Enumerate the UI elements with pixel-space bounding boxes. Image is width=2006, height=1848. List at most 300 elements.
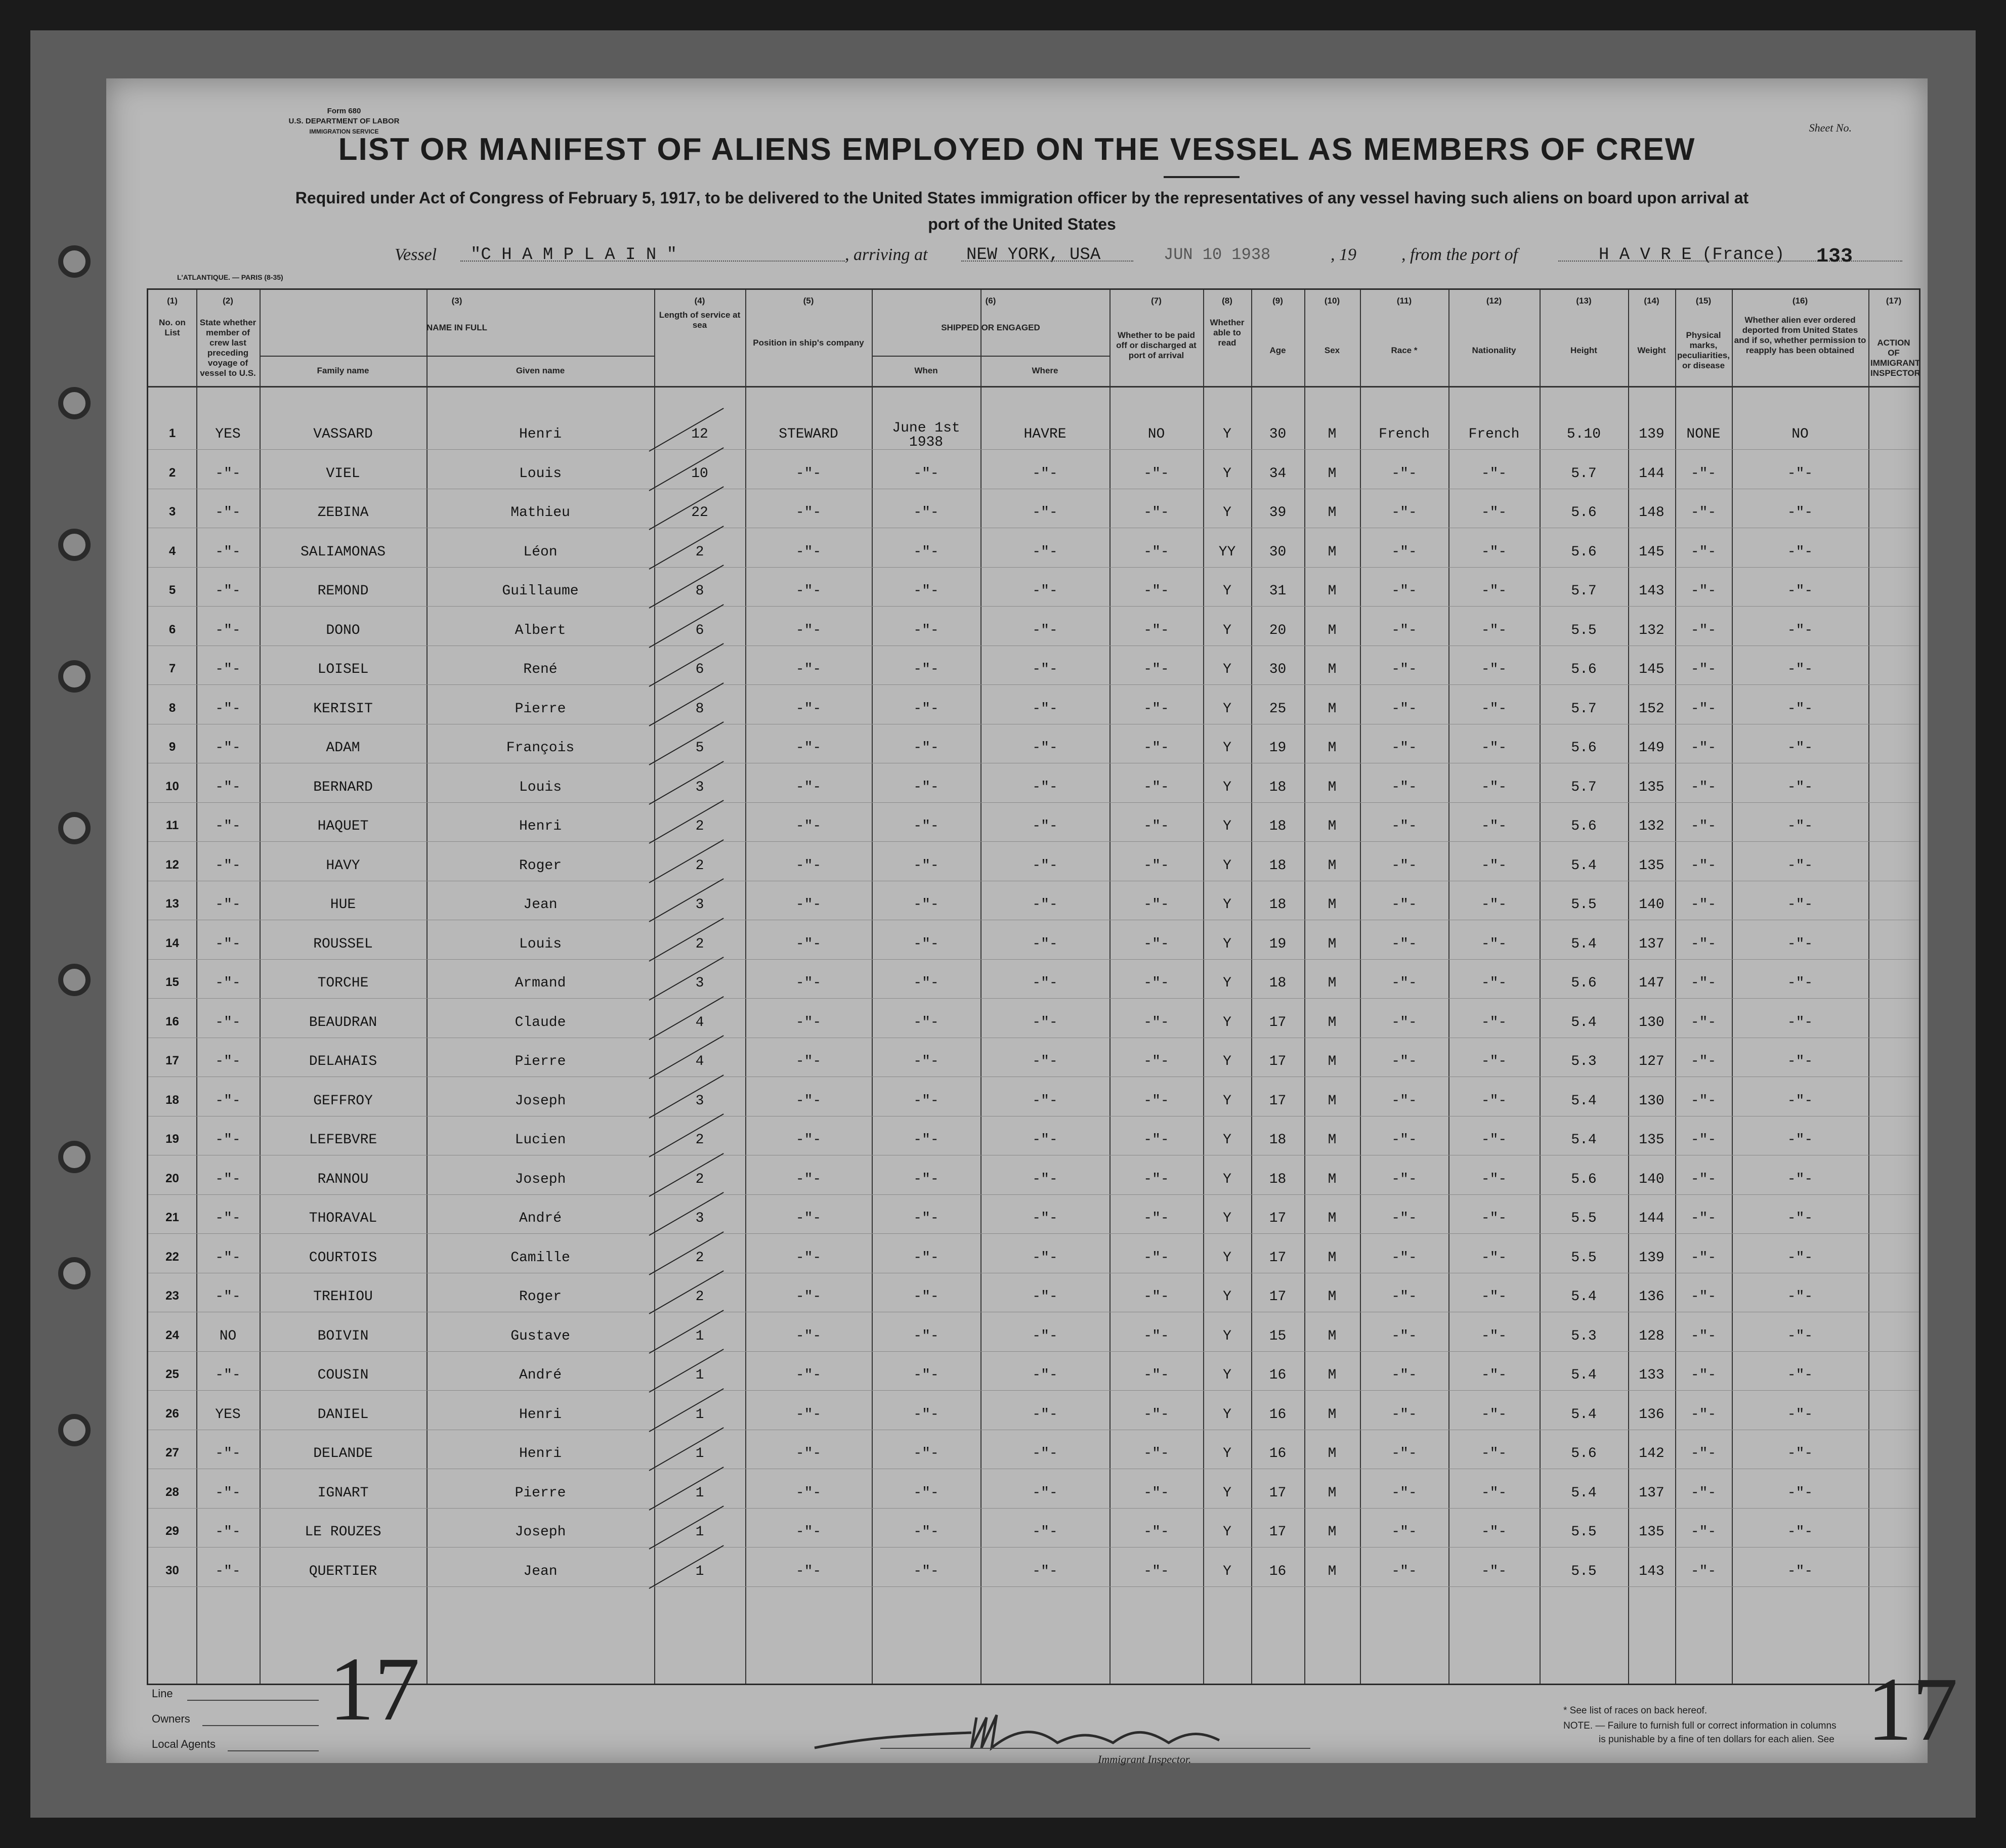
table-cell-height: 5.5	[1571, 897, 1597, 913]
table-cell-race: -"-	[1391, 1014, 1417, 1030]
table-cell-where: -"-	[1032, 1367, 1058, 1383]
table-cell-position: -"-	[795, 740, 822, 756]
table-cell-height: 5.6	[1571, 1171, 1597, 1187]
table-cell-height: 5.5	[1571, 1563, 1597, 1579]
table-cell-family: LE ROUZES	[305, 1524, 381, 1540]
table-cell-weight: 143	[1639, 1563, 1664, 1579]
table-cell-service: 8	[695, 701, 704, 717]
table-cell-height: 5.6	[1571, 740, 1597, 756]
column-number: (14)	[1644, 296, 1659, 306]
table-cell-prev: -"-	[215, 1524, 241, 1540]
table-cell-where: -"-	[1032, 740, 1058, 756]
table-cell-when: -"-	[913, 975, 939, 991]
table-cell-prev: -"-	[215, 857, 241, 874]
column-header: Whether alien ever ordered deported from United States and if so, whether permission to reapply has been obtained	[1734, 315, 1866, 355]
table-cell-position: -"-	[795, 1014, 822, 1030]
table-cell-given: Joseph	[515, 1093, 566, 1109]
owners-underline	[202, 1725, 319, 1726]
table-cell-position: -"-	[795, 1446, 822, 1462]
table-cell-position: -"-	[795, 1406, 822, 1423]
table-cell-no: 17	[165, 1054, 179, 1067]
table-cell-where: -"-	[1032, 583, 1058, 599]
table-cell-position: -"-	[795, 975, 822, 991]
arriving-port-underline	[961, 245, 1133, 262]
table-cell-where: -"-	[1032, 505, 1058, 521]
table-cell-weight: 149	[1639, 740, 1664, 756]
table-cell-where: -"-	[1032, 701, 1058, 717]
table-cell-weight: 145	[1639, 544, 1664, 560]
table-cell-sex: M	[1328, 779, 1337, 795]
column-header: Whether able to read	[1210, 318, 1245, 348]
table-cell-weight: 132	[1639, 819, 1664, 834]
table-cell-prev: YES	[215, 426, 241, 442]
table-cell-height: 5.4	[1571, 1485, 1597, 1501]
table-cell-deported: -"-	[1787, 1328, 1813, 1344]
table-cell-no: 27	[165, 1446, 179, 1459]
table-cell-sex: M	[1328, 1014, 1337, 1030]
table-cell-weight: 128	[1639, 1328, 1664, 1344]
table-cell-no: 2	[168, 465, 176, 480]
handwritten-count-left: 17	[329, 1639, 420, 1739]
table-cell-deported: -"-	[1787, 465, 1813, 482]
table-cell-marks: NONE	[1686, 426, 1721, 442]
table-cell-age: 19	[1269, 936, 1287, 952]
table-cell-age: 17	[1269, 1211, 1287, 1226]
inspector-label: Immigrant Inspector.	[1098, 1753, 1191, 1766]
table-cell-age: 17	[1269, 1014, 1287, 1030]
table-cell-family: BOIVIN	[317, 1328, 369, 1344]
table-cell-given: Henri	[519, 426, 562, 442]
table-cell-race: -"-	[1391, 465, 1417, 482]
table-cell-marks: -"-	[1690, 1250, 1717, 1266]
table-cell-race: -"-	[1391, 1406, 1417, 1423]
column-number: (6)	[985, 296, 996, 306]
table-cell-paid: -"-	[1143, 1406, 1169, 1423]
from-port-label: , from the port of	[1401, 245, 1518, 264]
table-cell-when: -"-	[913, 779, 939, 795]
table-cell-no: 13	[165, 897, 179, 911]
table-cell-sex: M	[1328, 662, 1337, 677]
table-cell-height: 5.5	[1571, 1524, 1597, 1540]
table-cell-height: 5.3	[1571, 1328, 1597, 1344]
row-rule	[148, 802, 1919, 803]
table-cell-no: 26	[165, 1406, 179, 1421]
table-cell-position: -"-	[795, 701, 822, 717]
table-cell-height: 5.4	[1571, 936, 1597, 952]
table-cell-sex: M	[1328, 1250, 1337, 1266]
table-cell-read: Y	[1223, 1524, 1231, 1540]
handwritten-count-right: 17	[1867, 1659, 1958, 1759]
table-cell-nationality: -"-	[1481, 975, 1507, 991]
table-cell-deported: -"-	[1787, 897, 1813, 913]
table-cell-position: -"-	[795, 1093, 822, 1109]
table-cell-service: 2	[695, 544, 704, 560]
table-cell-when: -"-	[913, 1563, 939, 1579]
table-cell-prev: -"-	[215, 936, 241, 952]
table-cell-nationality: -"-	[1481, 1250, 1507, 1266]
table-cell-service: 8	[695, 583, 704, 599]
column-header: Race *	[1391, 346, 1418, 355]
table-cell-paid: NO	[1147, 426, 1165, 442]
binder-ring-icon	[58, 964, 91, 996]
table-cell-no: 12	[165, 857, 179, 872]
table-cell-weight: 145	[1639, 662, 1664, 677]
table-cell-where: -"-	[1032, 1014, 1058, 1030]
table-cell-no: 18	[165, 1093, 179, 1107]
column-number: (8)	[1222, 296, 1232, 306]
table-cell-height: 5.5	[1571, 1250, 1597, 1266]
table-cell-deported: -"-	[1787, 701, 1813, 717]
table-cell-when: -"-	[913, 819, 939, 834]
table-cell-deported: -"-	[1787, 1093, 1813, 1109]
table-cell-when: -"-	[913, 1446, 939, 1462]
table-cell-no: 21	[165, 1211, 179, 1224]
binder-ring-icon	[58, 245, 91, 278]
column-header: Length of service at sea	[659, 310, 741, 330]
table-cell-nationality: -"-	[1481, 544, 1507, 560]
table-cell-position: -"-	[795, 1289, 822, 1305]
table-cell-service: 3	[695, 897, 704, 913]
table-cell-sex: M	[1328, 1211, 1337, 1226]
row-rule	[148, 567, 1919, 568]
table-cell-where: -"-	[1032, 1485, 1058, 1501]
table-cell-deported: -"-	[1787, 1171, 1813, 1187]
column-header: Sex	[1324, 346, 1340, 355]
table-cell-position: -"-	[795, 1211, 822, 1226]
table-cell-where: -"-	[1032, 779, 1058, 795]
table-cell-deported: -"-	[1787, 857, 1813, 874]
table-cell-paid: -"-	[1143, 1446, 1169, 1462]
table-cell-marks: -"-	[1690, 975, 1717, 991]
table-cell-read: Y	[1223, 465, 1231, 482]
table-cell-nationality: -"-	[1481, 701, 1507, 717]
table-cell-given: Gustave	[510, 1328, 570, 1344]
table-cell-family: BEAUDRAN	[309, 1014, 377, 1030]
table-cell-age: 18	[1269, 975, 1287, 991]
table-cell-weight: 127	[1639, 1054, 1664, 1069]
table-cell-family: DANIEL	[317, 1406, 369, 1423]
table-cell-deported: -"-	[1787, 936, 1813, 952]
table-cell-prev: -"-	[215, 819, 241, 834]
table-cell-where: -"-	[1032, 662, 1058, 677]
table-cell-when: -"-	[913, 1367, 939, 1383]
table-cell-weight: 144	[1639, 465, 1664, 482]
table-cell-sex: M	[1328, 1446, 1337, 1462]
binder-ring-icon	[58, 1141, 91, 1173]
races-note: * See list of races on back hereof.	[1563, 1705, 1708, 1716]
column-number: (4)	[694, 296, 705, 306]
table-cell-sex: M	[1328, 622, 1337, 638]
column-header: Age	[1269, 346, 1286, 355]
table-cell-nationality: -"-	[1481, 740, 1507, 756]
page-number: 133	[1816, 245, 1853, 268]
table-cell-nationality: -"-	[1481, 1014, 1507, 1030]
table-cell-service: 1	[695, 1524, 704, 1540]
table-cell-family: ZEBINA	[317, 505, 369, 521]
table-cell-no: 14	[165, 936, 179, 950]
table-cell-where: -"-	[1032, 1132, 1058, 1148]
table-cell-marks: -"-	[1690, 544, 1717, 560]
column-number: (5)	[803, 296, 814, 306]
table-cell-given: Albert	[515, 622, 566, 638]
crew-manifest-table	[147, 288, 1920, 1685]
table-cell-weight: 142	[1639, 1446, 1664, 1462]
table-cell-deported: -"-	[1787, 819, 1813, 834]
table-cell-deported: -"-	[1787, 622, 1813, 638]
table-cell-family: LEFEBVRE	[309, 1132, 377, 1148]
table-cell-position: -"-	[795, 662, 822, 677]
table-cell-service: 6	[695, 662, 704, 677]
table-cell-read: YY	[1218, 544, 1236, 560]
table-cell-prev: -"-	[215, 779, 241, 795]
table-cell-no: 3	[168, 505, 176, 519]
table-cell-read: Y	[1223, 779, 1231, 795]
table-cell-family: REMOND	[317, 583, 369, 599]
table-cell-family: DELANDE	[313, 1446, 373, 1462]
table-cell-height: 5.4	[1571, 1014, 1597, 1030]
table-cell-age: 16	[1269, 1563, 1287, 1579]
table-cell-when: -"-	[913, 1093, 939, 1109]
table-cell-when: -"-	[913, 1485, 939, 1501]
table-cell-weight: 144	[1639, 1211, 1664, 1226]
table-cell-service: 2	[695, 819, 704, 834]
table-cell-paid: -"-	[1143, 1171, 1169, 1187]
table-cell-race: -"-	[1391, 897, 1417, 913]
column-header: Position in ship's company	[753, 338, 864, 348]
table-cell-no: 8	[168, 701, 176, 715]
table-cell-race: -"-	[1391, 583, 1417, 599]
table-cell-service: 1	[695, 1563, 704, 1579]
table-cell-family: VASSARD	[313, 426, 373, 442]
table-cell-height: 5.6	[1571, 1446, 1597, 1462]
row-rule	[148, 998, 1919, 999]
table-cell-family: QUERTIER	[309, 1563, 377, 1579]
table-cell-prev: -"-	[215, 1485, 241, 1501]
row-rule	[148, 606, 1919, 607]
table-cell-race: -"-	[1391, 1211, 1417, 1226]
binder-ring-icon	[58, 812, 91, 844]
table-cell-prev: -"-	[215, 1446, 241, 1462]
table-cell-height: 5.6	[1571, 975, 1597, 991]
row-rule	[148, 1547, 1919, 1548]
table-cell-marks: -"-	[1690, 1132, 1717, 1148]
table-cell-no: 10	[165, 779, 179, 793]
table-cell-sex: M	[1328, 505, 1337, 521]
table-cell-when: -"-	[913, 662, 939, 677]
penalty-note: NOTE. — Failure to furnish full or correct information in columns	[1563, 1721, 1837, 1731]
table-cell-service: 1	[695, 1485, 704, 1501]
table-cell-race: -"-	[1391, 1485, 1417, 1501]
table-cell-nationality: -"-	[1481, 897, 1507, 913]
inspector-signature	[804, 1687, 1260, 1768]
table-cell-no: 7	[168, 662, 176, 675]
table-cell-family: GEFFROY	[313, 1093, 373, 1109]
table-cell-no: 15	[165, 975, 179, 989]
table-cell-marks: -"-	[1690, 1211, 1717, 1226]
table-cell-race: -"-	[1391, 1289, 1417, 1305]
table-cell-race: -"-	[1391, 975, 1417, 991]
table-cell-where: -"-	[1032, 819, 1058, 834]
table-cell-family: HAQUET	[317, 819, 369, 834]
table-cell-given: Jean	[523, 897, 558, 913]
table-cell-read: Y	[1223, 1250, 1231, 1266]
table-cell-given: Pierre	[515, 1054, 566, 1069]
binder-ring-icon	[58, 387, 91, 419]
table-cell-service: 3	[695, 975, 704, 991]
table-cell-age: 30	[1269, 544, 1287, 560]
table-cell-position: -"-	[795, 819, 822, 834]
table-cell-service: 1	[695, 1446, 704, 1462]
table-cell-given: Henri	[519, 1446, 562, 1462]
table-cell-sex: M	[1328, 1485, 1337, 1501]
table-cell-family: HUE	[330, 897, 356, 913]
table-cell-race: -"-	[1391, 1093, 1417, 1109]
table-cell-prev: -"-	[215, 1014, 241, 1030]
table-cell-race: -"-	[1391, 1563, 1417, 1579]
binder-ring-icon	[58, 1414, 91, 1446]
table-cell-deported: -"-	[1787, 662, 1813, 677]
table-cell-read: Y	[1223, 1211, 1231, 1226]
table-cell-nationality: -"-	[1481, 662, 1507, 677]
table-cell-where: -"-	[1032, 936, 1058, 952]
table-cell-family: HAVY	[326, 857, 360, 874]
table-cell-age: 15	[1269, 1328, 1287, 1344]
table-cell-prev: -"-	[215, 1289, 241, 1305]
table-cell-read: Y	[1223, 1054, 1231, 1069]
table-cell-marks: -"-	[1690, 779, 1717, 795]
table-cell-weight: 136	[1639, 1289, 1664, 1305]
table-cell-sex: M	[1328, 544, 1337, 560]
owners-label: Owners	[152, 1712, 190, 1725]
service-name: IMMIGRATION SERVICE	[309, 128, 379, 135]
table-cell-age: 17	[1269, 1250, 1287, 1266]
table-cell-service: 4	[695, 1014, 704, 1030]
table-cell-height: 5.6	[1571, 544, 1597, 560]
column-number: (12)	[1486, 296, 1502, 306]
table-cell-prev: -"-	[215, 1171, 241, 1187]
table-cell-deported: -"-	[1787, 1524, 1813, 1540]
table-cell-sex: M	[1328, 1054, 1337, 1069]
row-rule	[148, 1508, 1919, 1509]
table-cell-position: -"-	[795, 779, 822, 795]
table-cell-paid: -"-	[1143, 662, 1169, 677]
table-cell-position: -"-	[795, 1524, 822, 1540]
table-cell-where: -"-	[1032, 1524, 1058, 1540]
column-header: No. on List	[159, 318, 186, 337]
table-cell-service: 1	[695, 1406, 704, 1423]
table-cell-paid: -"-	[1143, 1524, 1169, 1540]
column-header: Physical marks, peculiarities, or disease	[1677, 330, 1730, 370]
table-cell-nationality: -"-	[1481, 1171, 1507, 1187]
table-cell-sex: M	[1328, 426, 1337, 442]
table-cell-weight: 130	[1639, 1014, 1664, 1030]
table-cell-marks: -"-	[1690, 1367, 1717, 1383]
table-cell-deported: -"-	[1787, 1211, 1813, 1226]
date-stamp: JUN 10 1938	[1164, 245, 1271, 264]
row-rule	[148, 959, 1919, 960]
table-cell-read: Y	[1223, 975, 1231, 991]
table-cell-service: 1	[695, 1328, 704, 1344]
table-cell-marks: -"-	[1690, 1524, 1717, 1540]
table-cell-prev: -"-	[215, 1093, 241, 1109]
table-cell-family: DONO	[326, 622, 360, 638]
table-cell-when: -"-	[913, 1289, 939, 1305]
table-cell-sex: M	[1328, 857, 1337, 874]
table-cell-given: André	[519, 1367, 562, 1383]
table-cell-height: 5.4	[1571, 857, 1597, 874]
table-cell-no: 5	[168, 583, 176, 597]
table-cell-prev: NO	[219, 1328, 237, 1344]
table-cell-nationality: -"-	[1481, 1289, 1507, 1305]
table-cell-family: IGNART	[317, 1485, 369, 1501]
table-cell-paid: -"-	[1143, 897, 1169, 913]
table-cell-paid: -"-	[1143, 1211, 1169, 1226]
table-cell-no: 22	[165, 1250, 179, 1264]
table-cell-given: René	[523, 662, 558, 677]
table-cell-paid: -"-	[1143, 1093, 1169, 1109]
table-cell-paid: -"-	[1143, 583, 1169, 599]
from-port: H A V R E (France)	[1599, 245, 1785, 265]
table-cell-deported: -"-	[1787, 975, 1813, 991]
table-cell-family: COUSIN	[317, 1367, 369, 1383]
table-cell-paid: -"-	[1143, 1054, 1169, 1069]
table-cell-marks: -"-	[1690, 819, 1717, 834]
table-cell-given: Louis	[519, 936, 562, 952]
table-cell-no: 1	[168, 426, 176, 440]
table-cell-position: -"-	[795, 1054, 822, 1069]
table-cell-weight: 139	[1639, 1250, 1664, 1266]
table-cell-where: -"-	[1032, 1171, 1058, 1187]
table-cell-no: 20	[165, 1171, 179, 1185]
column-number: (7)	[1151, 296, 1162, 306]
form-number: Form 680	[327, 107, 361, 115]
table-cell-prev: -"-	[215, 544, 241, 560]
table-cell-service: 2	[695, 1250, 704, 1266]
table-cell-no: 29	[165, 1524, 179, 1538]
table-cell-weight: 135	[1639, 1524, 1664, 1540]
table-cell-prev: -"-	[215, 1367, 241, 1383]
table-cell-nationality: -"-	[1481, 1211, 1507, 1226]
department-name: U.S. DEPARTMENT OF LABOR	[288, 117, 400, 125]
table-cell-paid: -"-	[1143, 779, 1169, 795]
table-cell-given: Henri	[519, 1406, 562, 1423]
table-cell-race: -"-	[1391, 701, 1417, 717]
table-cell-where: -"-	[1032, 622, 1058, 638]
table-cell-marks: -"-	[1690, 1446, 1717, 1462]
table-cell-family: COURTOIS	[309, 1250, 377, 1266]
table-cell-family: BERNARD	[313, 779, 373, 795]
publisher-imprint: L'ATLANTIQUE. — PARIS (8-35)	[177, 273, 283, 281]
table-cell-deported: -"-	[1787, 1367, 1813, 1383]
table-cell-when: -"-	[913, 857, 939, 874]
column-number: (13)	[1576, 296, 1592, 306]
table-cell-nationality: -"-	[1481, 622, 1507, 638]
table-cell-deported: -"-	[1787, 1014, 1813, 1030]
table-cell-service: 1	[695, 1367, 704, 1383]
table-cell-family: ROUSSEL	[313, 936, 373, 952]
table-cell-given: Mathieu	[510, 505, 570, 521]
table-cell-where: -"-	[1032, 1289, 1058, 1305]
manifest-page	[106, 78, 1958, 1766]
sheet-number-label: Sheet No.	[1809, 121, 1852, 134]
table-cell-marks: -"-	[1690, 1171, 1717, 1187]
table-cell-no: 30	[165, 1563, 179, 1577]
table-cell-where: -"-	[1032, 857, 1058, 874]
table-cell-position: -"-	[795, 1367, 822, 1383]
table-cell-sex: M	[1328, 1289, 1337, 1305]
column-header: NAME IN FULL	[426, 323, 487, 332]
table-cell-prev: -"-	[215, 1563, 241, 1579]
